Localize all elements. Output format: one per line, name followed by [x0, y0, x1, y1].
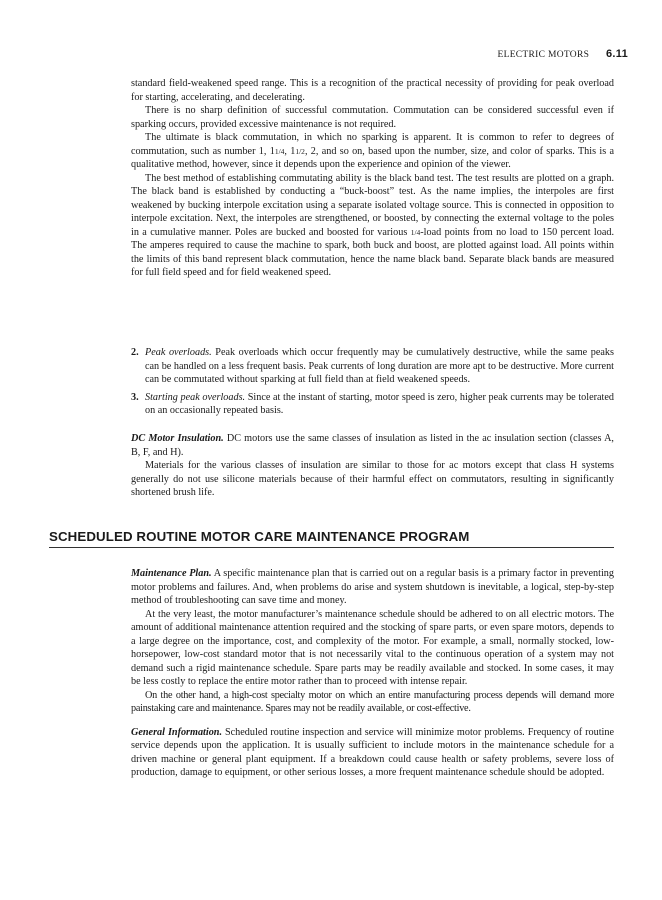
- running-head: [497, 48, 628, 60]
- list-item-text: Peak overloads which occur frequently may be cumulatively destructive, while the same peaks can be handled on a less frequent basis. Peak currents of long duration are more apt to be destructive. More current can be commutated without sparking at full field than at field weakened speeds.: [145, 347, 614, 385]
- list-item: [131, 346, 614, 387]
- plan-paragraph-1: Maintenance Plan. A specific maintenance plan that is carried out on a regular basis is a primary factor in preventing motor problems and failures. And, when problems do arise and system shutdown is inevitable, a logical, step-by-step method of troubleshooting can save time and money.: [131, 568, 614, 606]
- maintenance-section: [131, 567, 614, 780]
- intro-paragraph-1: standard field-weakened speed range. This is a recognition of the practical necessity of providing for peak overload for starting, accelerating, and decelerating.: [131, 78, 614, 103]
- running-head-title: ELECTRIC MOTORS: [497, 50, 590, 60]
- general-paragraph-1: General Information. Scheduled routine inspection and service will minimize motor problems. Frequency of routine service depends upon the application. It is usually sufficient to include motors in the maintenance schedule for a driven machine or general plant equipment. If a breakdown could cause health or safety problems, severe loss of production, damage to equipment, or other serious losses, a more frequent maintenance schedule should be adopted.: [131, 726, 614, 778]
- insulation-paragraph-2: Materials for the various classes of insulation are similar to those for ac motors except that class H systems generally do not use silicone materials because of their harmful effect on commutators, resulting in significantly shortened brush life.: [131, 460, 614, 498]
- numbered-list: [131, 346, 614, 422]
- list-item-number: 3.: [131, 391, 139, 403]
- plan-paragraph-2: At the very least, the motor manufacturer’s maintenance schedule should be adhered to on all electric motors. The amount of additional maintenance attention required and the stocking of spare parts, or even spare motors, depends to a large degree on the importance, cost, and complexity of the motor. For example, a small, normally stocked, low-horsepower, low-cost standard motor that is not necessarily vital to the continuous operation of a system may not demand such a rigid maintenance schedule. Spare parts may be readily available and stocked. In some cases, it may be less costly to replace the entire motor rather than to proceed with intense repair.: [131, 608, 614, 687]
- fraction-half: 1/2: [295, 146, 305, 156]
- list-item-number: 2.: [131, 347, 139, 358]
- page-number: 6.11: [605, 48, 628, 60]
- list-item-text: Since at the instant of starting, motor speed is zero, higher peak currents may be tolerated on an occasionally repeated basis.: [145, 391, 614, 416]
- plan-paragraph-3: On the other hand, a high-cost specialty motor on which an entire manufacturing process depends will demand more painstaking care and maintenance. Spares may not be readily available, or cost-effective.: [131, 689, 614, 714]
- insulation-runin-heading: DC Motor Insulation.: [131, 433, 224, 444]
- plan-runin-heading: Maintenance Plan.: [131, 568, 212, 579]
- section-heading: SCHEDULED ROUTINE MOTOR CARE MAINTENANCE PROGRAM: [49, 529, 614, 548]
- intro-paragraph-4: The best method of establishing commutating ability is the black band test. The test results are plotted on a graph. The black band is established by conducting a “buck-boost” test. As the name implies, the interpoles are first weakened by bucking interpole excitation using a separate isolated voltage source. This is connected in opposition to interpole excitation. Next, the interpoles are strengthened, or boosted, by connecting the external voltage to the poles in a cumulative manner. Poles are bucked and boosted for various 1/4-load points from no load to 150 percent load. The amperes required to cause the machine to spark, both buck and boost, are plotted against load. All points within the limits of this band represent black commutation, hence the name black band. Separate black bands are measured for full field speed and for field weakened speed.: [131, 172, 614, 278]
- general-runin-heading: General Information.: [131, 726, 223, 738]
- fraction-quarter: 1/4: [274, 146, 285, 156]
- intro-section: [131, 77, 614, 280]
- list-item: [131, 391, 614, 418]
- insulation-section: [131, 432, 614, 500]
- intro-paragraph-3: The ultimate is black commutation, in which no sparking is apparent. It is common to refer to degrees of commutation, such as number 1, 11/4, 11/2, 2, and so on, based upon the number, size, and color of sparks. This is a qualitative method, however, since it depends upon the experience and opinion of the viewer.: [131, 132, 614, 170]
- intro-paragraph-2: There is no sharp definition of successful commutation. Commutation can be considered successful even if sparking occurs, provided excessive maintenance is not required.: [131, 105, 614, 130]
- list-item-title: Peak overloads.: [145, 347, 212, 358]
- fraction-quarter-load: 1/4: [410, 227, 421, 237]
- list-item-title: Starting peak overloads.: [145, 391, 246, 403]
- insulation-paragraph-1: DC Motor Insulation. DC motors use the same classes of insulation as listed in the ac insulation section (classes A, B, F, and H).: [131, 433, 614, 458]
